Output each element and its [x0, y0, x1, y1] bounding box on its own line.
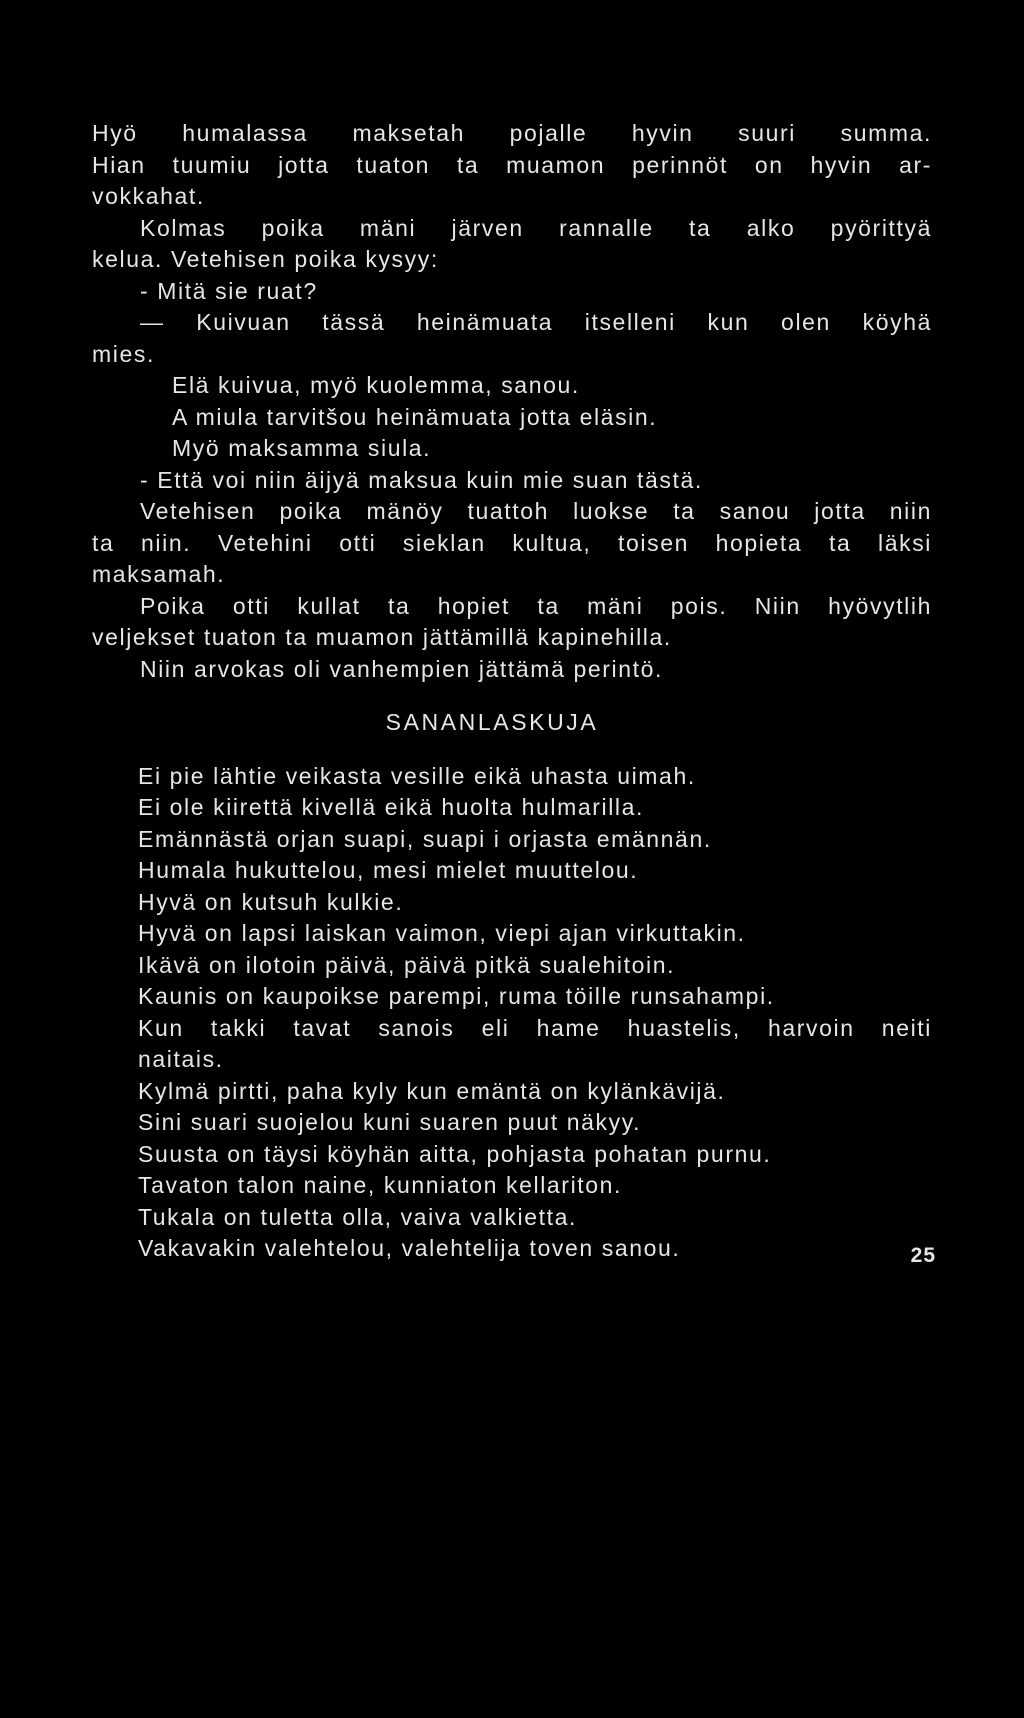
page-body [92, 118, 932, 1265]
text-line: Hyö humalassa maksetah pojalle hyvin suuri summa. [92, 120, 932, 146]
proverb-line: Kylmä pirtti, paha kyly kun emäntä on kylänkävijä. [138, 1077, 726, 1104]
text-line: Vetehisen poika mänöy tuattoh luokse ta sanou jotta niin [140, 498, 932, 524]
text-line: kelua. Vetehisen poika kysyy: [92, 246, 439, 272]
proverb-line: Suusta on täysi köyhän aitta, pohjasta pohatan purnu. [138, 1140, 772, 1167]
text-line: — Kuivuan tässä heinämuata itselleni kun olen köyhä [140, 309, 932, 335]
text-line: - Mitä sie ruat? [140, 277, 318, 304]
text-line: veljekset tuaton ta muamon jättämillä kapinehilla. [92, 624, 672, 650]
text-line: - Että voi niin äijyä maksua kuin mie suan tästä. [140, 466, 703, 493]
text-line: Myö maksamma siula. [172, 435, 432, 461]
text-line: Niin arvokas oli vanhempien jättämä perintö. [140, 655, 663, 682]
proverb-line: Ei pie lähtie veikasta vesille eikä uhasta uimah. [138, 762, 696, 789]
proverb-line: naitais. [138, 1046, 224, 1072]
text-line: Hian tuumiu jotta tuaton ta muamon perinnöt on hyvin ar- [92, 151, 932, 178]
text-line: A miula tarvitšou heinämuata jotta eläsin. [172, 403, 658, 430]
proverb-line: Emännästä orjan suapi, suapi i orjasta emännän. [138, 825, 712, 852]
section-heading: SANANLASKUJA [385, 709, 599, 735]
proverb-line: Kun takki tavat sanois eli hame huastelis, harvoin neiti [138, 1014, 932, 1041]
text-line: Elä kuivua, myö kuolemma, sanou. [172, 372, 580, 398]
text-line: vokkahat. [92, 183, 205, 209]
proverb-line: Vakavakin valehtelou, valehtelija toven sanou. [138, 1235, 681, 1261]
page-number: 25 [910, 1244, 936, 1267]
proverb-line: Ei ole kiirettä kivellä eikä huolta hulmarilla. [138, 794, 645, 820]
text-line: mies. [92, 340, 155, 367]
proverb-line: Ikävä on ilotoin päivä, päivä pitkä sualehitoin. [138, 951, 676, 978]
proverb-line: Kaunis on kaupoikse parempi, ruma töille runsahampi. [138, 983, 775, 1009]
proverb-line: Tavaton talon naine, kunniaton kellariton. [138, 1172, 623, 1198]
proverb-line: Tukala on tuletta olla, vaiva valkietta. [138, 1203, 578, 1230]
text-line: ta niin. Vetehini otti sieklan kultua, toisen hopieta ta läksi [92, 529, 932, 556]
proverb-line: Humala hukuttelou, mesi mielet muuttelou. [138, 857, 639, 883]
text-line: Kolmas poika mäni järven rannalle ta alko pyörittyä [140, 214, 932, 241]
proverbs-list [92, 761, 932, 1265]
proverb-line: Sini suari suojelou kuni suaren puut näkyy. [138, 1109, 642, 1135]
proverb-line: Hyvä on kutsuh kulkie. [138, 888, 404, 915]
story-text [92, 118, 932, 685]
text-line: maksamah. [92, 561, 226, 587]
proverb-line: Hyvä on lapsi laiskan vaimon, viepi ajan virkuttakin. [138, 920, 746, 946]
text-line: Poika otti kullat ta hopiet ta mäni pois. Niin hyövytlih [140, 592, 932, 619]
